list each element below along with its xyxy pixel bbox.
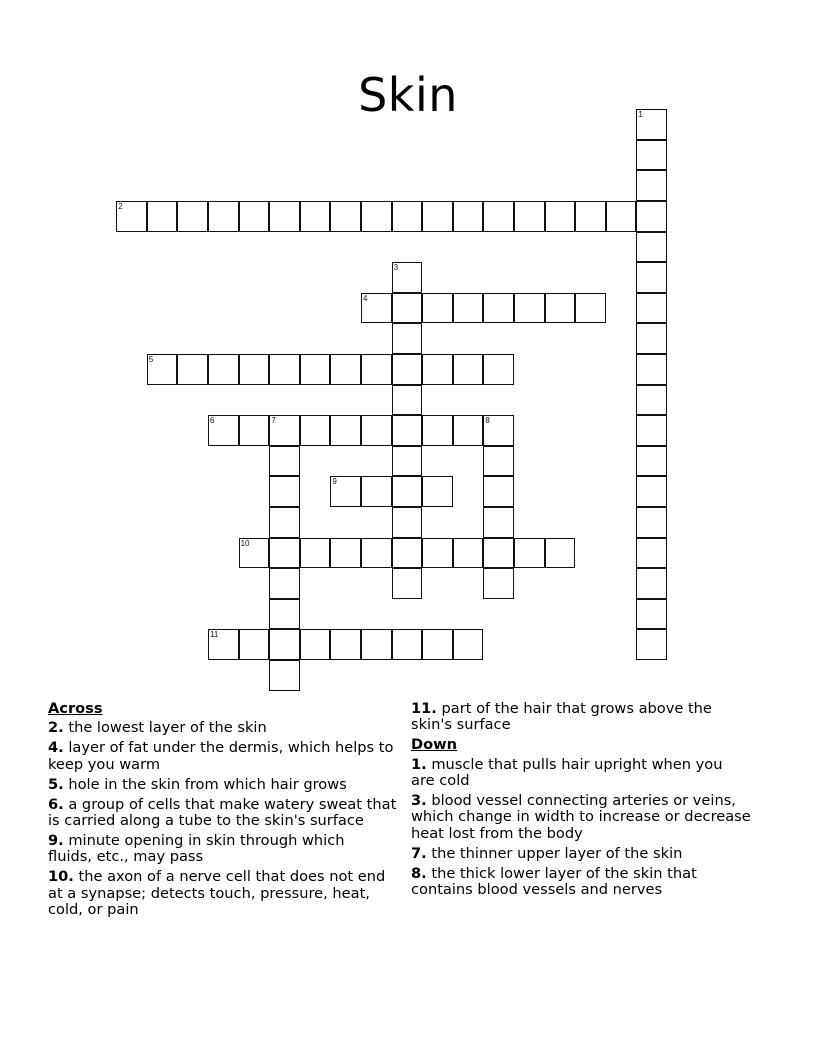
grid-cell[interactable] [361,538,392,569]
grid-cell[interactable] [239,415,270,446]
grid-cell[interactable] [453,538,484,569]
grid-cell[interactable] [392,629,423,660]
grid-cell[interactable] [269,415,300,446]
grid-cell[interactable] [392,415,423,446]
grid-cell[interactable] [300,629,331,660]
grid-cell[interactable] [636,170,667,201]
grid-cell[interactable] [422,476,453,507]
grid-cell[interactable] [269,629,300,660]
cell-number: 1 [638,110,643,120]
grid-cell[interactable] [636,109,667,140]
grid-cell[interactable] [636,232,667,263]
grid-cell[interactable] [239,538,270,569]
cell-number: 4 [363,293,368,303]
cell-number: 7 [271,416,276,426]
clue-across-2 [48,720,408,736]
grid-cell[interactable] [575,293,606,324]
clue-text: a group of cells that make watery sweat that is carried along a tube to the skin's surface [48,795,397,829]
grid-cell[interactable] [422,538,453,569]
down-heading: Down [411,736,458,754]
grid-cell[interactable] [606,201,637,232]
grid-cell[interactable] [361,476,392,507]
grid-cell[interactable] [392,323,423,354]
clue-number: 5. [48,775,64,793]
grid-cell[interactable] [483,446,514,477]
grid-cell[interactable] [330,415,361,446]
grid-cell[interactable] [422,629,453,660]
grid-cell[interactable] [545,293,576,324]
grid-cell[interactable] [269,599,300,630]
grid-cell[interactable] [392,507,423,538]
grid-cell[interactable] [269,446,300,477]
cell-number: 2 [118,202,123,211]
grid-cell[interactable] [208,354,239,385]
grid-cell[interactable] [300,354,331,385]
grid-cell[interactable] [545,538,576,569]
grid-cell[interactable] [239,629,270,660]
clue-number: 11. [411,700,437,717]
grid-cell[interactable] [392,538,423,569]
grid-cell[interactable] [453,629,484,660]
grid-cell[interactable] [483,538,514,569]
grid-cell[interactable] [269,476,300,507]
grid-cell[interactable] [147,354,178,385]
grid-cell[interactable] [330,476,361,507]
clue-text: the thick lower layer of the skin that contains blood vessels and nerves [411,864,697,899]
clue-number: 2. [48,719,64,737]
grid-cell[interactable] [269,660,300,691]
grid-cell[interactable] [514,538,545,569]
clue-text: the thinner upper layer of the skin [426,844,683,862]
grid-cell[interactable] [636,599,667,630]
grid-cell[interactable] [300,415,331,446]
cell-number: 3 [393,263,399,273]
grid-cell[interactable] [483,415,514,446]
grid-cell[interactable] [392,262,423,293]
grid-cell[interactable] [575,201,606,232]
grid-cell[interactable] [636,201,667,232]
clues-left-column [48,701,408,922]
grid-cell[interactable] [177,354,208,385]
grid-cell[interactable] [330,629,361,660]
clue-number: 7. [411,844,427,862]
clue-number: 10. [48,868,74,886]
grid-cell[interactable] [514,201,545,232]
clue-text: muscle that pulls hair upright when you are cold [411,755,723,790]
cell-number: 10 [240,538,250,548]
grid-cell[interactable] [636,538,667,569]
grid-cell[interactable] [636,293,667,324]
clue-across-11 [411,701,741,734]
grid-cell[interactable] [330,201,361,232]
grid-cell[interactable] [361,201,392,232]
grid-cell[interactable] [483,293,514,324]
clue-number: 6. [48,795,64,813]
grid-cell[interactable] [483,476,514,507]
grid-cell[interactable] [514,293,545,324]
grid-cell[interactable] [422,201,453,232]
grid-cell[interactable] [392,293,423,324]
grid-cell[interactable] [636,354,667,385]
grid-cell[interactable] [545,201,576,232]
grid-cell[interactable] [636,262,667,293]
grid-cell[interactable] [636,507,667,538]
grid-cell[interactable] [453,201,484,232]
grid-cell[interactable] [239,201,270,232]
grid-cell[interactable] [208,629,239,660]
grid-cell[interactable] [361,629,392,660]
clue-number: 9. [48,831,64,849]
grid-cell[interactable] [422,354,453,385]
clue-number: 1. [411,755,427,773]
clue-down-3 [411,793,771,842]
clue-across-9 [48,833,368,866]
grid-cell[interactable] [636,629,667,660]
clue-text: the lowest layer of the skin [63,719,267,737]
grid-cell[interactable] [147,201,178,232]
across-heading: Across [48,700,103,717]
clue-across-4 [48,740,408,773]
cell-number: 9 [332,477,337,487]
grid-cell[interactable] [208,201,239,232]
grid-cell[interactable] [269,538,300,569]
grid-cell[interactable] [392,385,423,416]
grid-cell[interactable] [392,446,423,477]
grid-cell[interactable] [208,415,239,446]
grid-cell[interactable] [330,354,361,385]
clue-down-1 [411,757,741,790]
puzzle-title: Skin [358,67,458,122]
grid-cell[interactable] [636,385,667,416]
grid-cell[interactable] [483,201,514,232]
grid-cell[interactable] [361,293,392,324]
grid-cell[interactable] [636,323,667,354]
grid-cell[interactable] [361,415,392,446]
grid-cell[interactable] [636,140,667,171]
grid-cell[interactable] [392,476,423,507]
clue-across-6 [48,797,410,830]
grid-cell[interactable] [177,201,208,232]
grid-cell[interactable] [392,354,423,385]
grid-cell[interactable] [269,507,300,538]
grid-cell[interactable] [636,415,667,446]
cell-number: 8 [485,416,490,426]
clue-across-10 [48,869,398,918]
grid-cell[interactable] [116,201,147,232]
grid-cell[interactable] [330,538,361,569]
grid-cell[interactable] [483,507,514,538]
grid-cell[interactable] [636,568,667,599]
grid-cell[interactable] [300,201,331,232]
grid-cell[interactable] [422,415,453,446]
clue-across-5 [48,777,408,793]
grid-cell[interactable] [453,354,484,385]
grid-cell[interactable] [483,354,514,385]
grid-cell[interactable] [300,538,331,569]
clue-down-8 [411,866,731,899]
grid-cell[interactable] [392,568,423,599]
grid-cell[interactable] [269,354,300,385]
clue-number: 4. [48,739,64,757]
cell-number: 11 [210,630,219,640]
grid-cell[interactable] [361,354,392,385]
grid-cell[interactable] [636,476,667,507]
clue-text: part of the hair that grows above the skin's surface [411,700,712,734]
grid-cell[interactable] [269,201,300,232]
grid-cell[interactable] [239,354,270,385]
grid-cell[interactable] [483,568,514,599]
grid-cell[interactable] [636,446,667,477]
clue-text: minute opening in skin through which fluids, etc., may pass [48,831,345,866]
clue-number: 8. [411,864,427,882]
grid-cell[interactable] [269,568,300,599]
clue-number: 3. [411,792,427,810]
clue-text: hole in the skin from which hair grows [63,775,347,793]
clue-text: blood vessel connecting arteries or veins, which change in width to increase or decrease heat lost from the body [411,792,751,842]
clues-right-column [411,701,771,902]
cell-number: 6 [210,416,215,426]
clue-text: layer of fat under the dermis, which helps to keep you warm [48,739,394,773]
cell-number: 5 [148,355,154,364]
grid-cell[interactable] [392,201,423,232]
grid-cell[interactable] [453,293,484,324]
clue-text: the axon of a nerve cell that does not end at a synapse; detects touch, pressure, heat, cold, or pain [48,868,386,918]
grid-cell[interactable] [453,415,484,446]
grid-cell[interactable] [422,293,453,324]
clue-down-7 [411,846,771,862]
